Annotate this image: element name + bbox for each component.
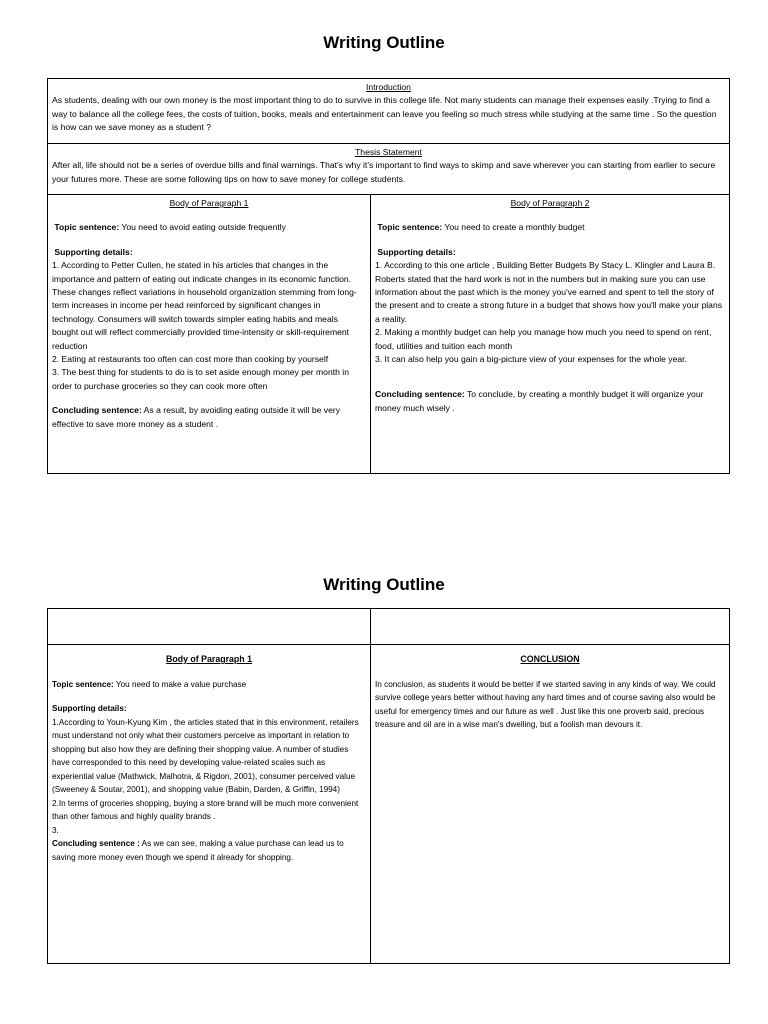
body-1-heading: Body of Paragraph 1 [169, 198, 249, 208]
detail-item: 3. It can also help you gain a big-picture view of your expenses for the whole year. [375, 354, 687, 365]
topic-label: Topic sentence: [377, 222, 443, 233]
topic-text: You need to make a value purchase [113, 679, 247, 689]
detail-item: 3. The best thing for students to do is to set aside enough money per month in order to purchase groceries so they can cook more often [52, 367, 349, 391]
detail-item: 2.In terms of groceries shopping, buying a store brand will be much more convenient than other famous and highly quality brands . [52, 798, 359, 821]
outline-table-2 [47, 608, 730, 964]
body-2-concluding [375, 388, 725, 415]
introduction-heading: Introduction [366, 82, 411, 92]
supporting-label: Supporting details: [377, 246, 456, 257]
body-1-topic [52, 678, 366, 692]
detail-item: 1. According to this one article , Building Better Budgets By Stacy L. Klingler and Laura B. Roberts stated that the hard work is not in the numbers but in making sure you can use information about the past which is the money you've earned and spent to tell the story of the present and to create a strong future in a budget that shows how you'll make your plans a reality. [375, 260, 723, 324]
body-1-concluding [52, 404, 366, 431]
concluding-label: Concluding sentence : [52, 839, 140, 848]
conclusion-text: In conclusion, as students it would be better if we started saving in any kinds of way. We could survive college years better without having any hard times and of course saving also would be useful for emergency times and our future as well . Just like this one proverb said, precious treasure and oil are in a wise man's dwelling, but a foolish man devours it. [375, 679, 716, 729]
topic-text: You need to avoid eating outside frequently [119, 222, 286, 233]
empty-cell-right [371, 609, 730, 645]
page-title: Writing Outline [323, 575, 445, 594]
detail-item: 2. Eating at restaurants too often can cost more than cooking by yourself [52, 354, 329, 365]
concluding-text: As a result, by avoiding eating outside it will be very effective to save more money as a student . [52, 405, 341, 429]
body-row [48, 195, 730, 474]
introduction-cell [48, 79, 730, 144]
body-paragraph-2-cell [371, 195, 730, 474]
supporting-label: Supporting details: [52, 704, 127, 713]
detail-item: 1.According to Youn-Kyung Kim , the articles stated that in this environment, retailers must understand not only what their customers perceive as important in relation to shopping but also how they are defining their shopping value. A number of studies have corresponded to this need by developing value-related scales such as experiential value (Mathwick, Malhotra, & Rigdon, 2001), consumer perceived value (Sweeney & Soutar, 2001), and shopping value (Babin, Darden, & Griffin, 1994) [52, 717, 359, 794]
body-paragraph-1-cell [48, 645, 371, 964]
detail-item: 2. Making a monthly budget can help you manage how much you need to spend on rent, food, utilities and tuition each month [375, 327, 712, 351]
conclusion-cell [371, 645, 730, 964]
page-title: Writing Outline [323, 33, 445, 52]
detail-item: 3. [52, 825, 59, 835]
body-1-concluding [52, 837, 366, 864]
thesis-heading: Thesis Statement [355, 147, 422, 157]
topic-text: You need to create a monthly budget [442, 222, 585, 233]
body-1-heading: Body of Paragraph 1 [165, 654, 253, 664]
supporting-label: Supporting details: [54, 246, 133, 257]
conclusion-heading: CONCLUSION [520, 654, 580, 664]
thesis-cell [48, 144, 730, 195]
body-paragraph-1-cell [48, 195, 371, 474]
outline-table-1 [47, 78, 730, 474]
introduction-row [48, 79, 730, 144]
topic-label: Topic sentence: [54, 222, 120, 233]
concluding-text: As we can see, making a value purchase can lead us to saving more money even though we spend it already for shopping. [52, 839, 344, 862]
introduction-text: As students, dealing with our own money is the most important thing to do to survive in this college life. Not many students can manage their expenses easily .Trying to find a way to balance all the college fees, the costs of tuition, books, meals and entertainment can leave you feeling so much stress while studying at the same time . So the question is how can we save money as a student ? [52, 95, 717, 133]
concluding-label: Concluding sentence: [375, 389, 465, 400]
body-2-topic [375, 221, 725, 234]
body-2-heading: Body of Paragraph 2 [510, 198, 590, 208]
empty-row [48, 609, 730, 645]
detail-item: 1. According to Petter Cullen, he stated in his articles that changes in the importance and pattern of eating out indicate changes in its economic function. These changes reflect variations in household organization stemming from long-term increases in income per head reinforced by significant changes in technology. Consumers will switch towards simpler eating habits and meals bought out will reflect commercially provided time-intensity or skill-requirement reduction [52, 260, 357, 351]
thesis-row [48, 144, 730, 195]
body-row [48, 645, 730, 964]
concluding-text: To conclude, by creating a monthly budget it will organize your money much wisely . [375, 389, 704, 413]
topic-label: Topic sentence: [52, 679, 114, 689]
body-1-topic [52, 221, 366, 234]
empty-cell-left [48, 609, 371, 645]
thesis-text: After all, life should not be a series of overdue bills and final warnings. That's why it's important to find ways to skimp and save wherever you can starting from earlier to secure your futures more. These are some following tips on how to save money for college students. [52, 160, 716, 184]
concluding-label: Concluding sentence: [52, 405, 142, 416]
